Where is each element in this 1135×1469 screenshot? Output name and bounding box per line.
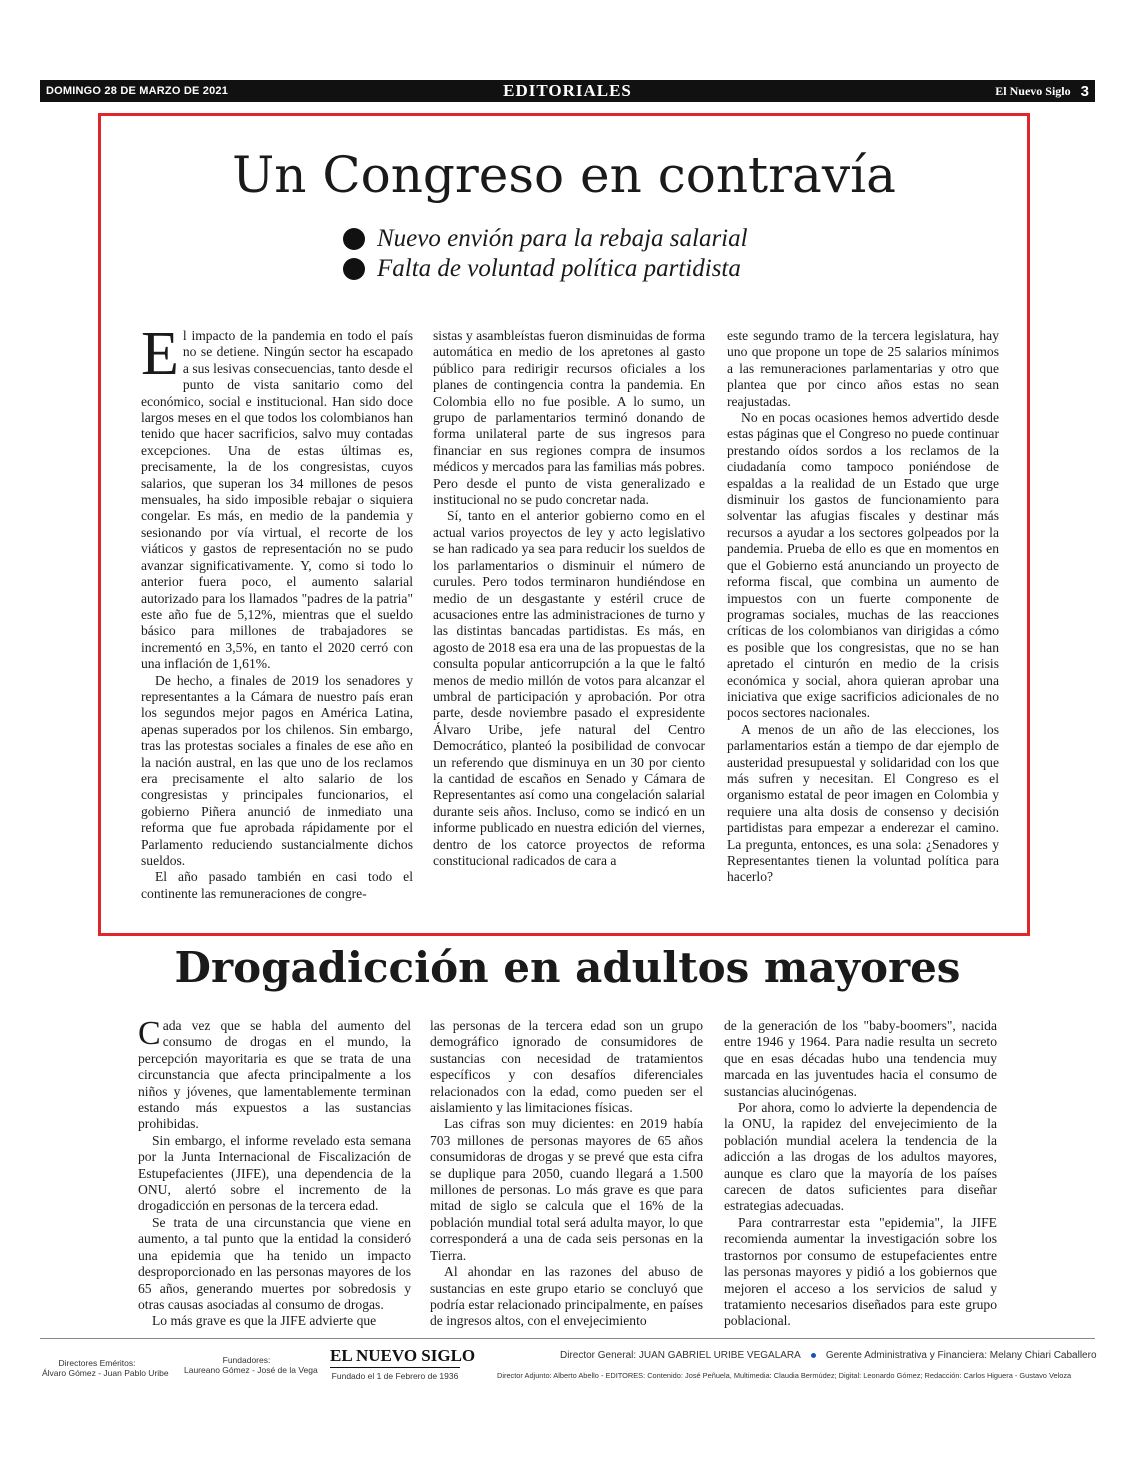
editorial-main-column-1 [141,320,413,902]
editorial-main-title: Un Congreso en contravía [232,146,896,204]
paragraph: De hecho, a finales de 2019 los senadores y representantes a la Cámara de nuestro país eran los segundos mejor pagos en América Latina, apenas superados por los chilenos. Sin embargo, tras las protestas sociales a finales de ese año en la nación austral, en las que uno de los reclamos era precisamente el alto salario de los congresistas y principales funcionarios, el gobierno Piñera anunció de inmediato una reforma que fue aprobada rápidamente por el Parlamento reduciendo sustancialmente dichos sueldos. [141,672,413,868]
paragraph: El año pasado también en casi todo el continente las remuneraciones de congre- [141,869,413,901]
fundadores-label: Fundadores: [222,1355,271,1365]
header-date: DOMINGO 28 DE MARZO DE 2021 [46,85,229,97]
editorial-second-column-2 [430,1018,703,1330]
bullet-icon [343,228,365,250]
page-number: 3 [1080,82,1089,100]
subhead-text: Nuevo envión para la rebaja salarial [377,225,748,252]
header-brand: El Nuevo Siglo [995,83,1071,98]
paragraph: Lo más grave es que la JIFE advierte que [152,1313,377,1329]
header-right [995,83,1089,100]
gerente: Gerente Administrativa y Financiera: Melany Chiari Caballero [825,1350,1097,1361]
masthead-logo: EL NUEVO SIGLO [330,1346,460,1368]
editorial-main-column-2 [433,328,705,869]
editorial-subheads [343,224,748,284]
paragraph: de la generación de los "baby-boomers", nacida entre 1946 y 1964. Para nadie resulta un secreto que en esas décadas hubo una tendencia muy marcada en las juventudes hacia el consumo de sustancias alucinógenas. [724,1018,997,1099]
bullet-icon [343,258,365,280]
editorial-main-frame [98,113,1030,936]
paragraph-text: ada vez que se habla del aumento del consumo de drogas en el mundo, la percepción mayoritaria es que se trata de una circunstancia que afecta principalmente a los niños y jóvenes, que lamentablemente terminan estando más expuestos a las sustancias prohibidas. [138,1018,411,1132]
paragraph: Las cifras son muy dicientes: en 2019 había 703 millones de personas mayores de 65 años consumidoras de drogas y se prevé que esta cifra se duplique para 2050, cuando llegará a 1.500 millones de personas. Lo más grave es que para mitad de siglo se calcula que el 16% de la población mundial total será adulta mayor, lo que corresponderá a una de cada seis personas en la Tierra. [430,1116,703,1263]
editorial-second-column-3 [724,1018,997,1330]
drop-cap: E [141,320,179,388]
subhead-text: Falta de voluntad política partidista [377,255,741,282]
footer-divider [40,1338,1095,1339]
separator-dot-icon [811,1353,816,1358]
editorial-second-title: Drogadicción en adultos mayores [174,943,961,992]
drop-cap: C [138,1015,161,1052]
footer-emeritos [42,1358,169,1378]
paragraph: este segundo tramo de la tercera legislatura, hay uno que propone un tope de 25 salarios mínimos a las remuneraciones parlamentarias y otro que plantea que por cinco años estas no sean reajustadas. [727,328,999,409]
fundadores-names: Laureano Gómez - José de la Vega [184,1365,318,1375]
paragraph: No en pocas ocasiones hemos advertido desde estas páginas que el Congreso no puede continuar prestando oídos sordos a los reclamos de la ciudadanía como tampoco poniéndose de espaldas a la realidad de un Estado que urge disminuir los gastos de funcionamiento para solventar las afugias fiscales y destinar más recursos a ayudar a los sectores golpeados por la pandemia. Prueba de ello es que en momentos en que el Gobierno está anunciando un proyecto de reforma fiscal, que combina un aumento de impuestos con un fuerte componente de programas sociales, muchas de las reacciones críticas de los colombianos van dirigidas a cómo es posible que los congresistas, que no se han apretado el cinturón en medio de la crisis económica y social, ahora quieran aprobar una iniciativa que exige sacrificios adicionales de no pocos sectores nacionales. [727,410,999,721]
founded-date: Fundado el 1 de Febrero de 1936 [331,1371,459,1381]
emeritos-label: Directores Eméritos: [58,1358,136,1368]
footer-masthead [330,1346,476,1381]
editorial-second-column-1 [138,1015,411,1330]
paragraph: A menos de un año de las elecciones, los parlamentarios están a tiempo de dar ejemplo de austeridad presupuestal y solidaridad con los que más sufren y necesitan. El Congreso es el organismo estatal de peor imagen en Colombia y requiere una alta dosis de consenso y decisión partidistas para empezar a enderezar el camino. La pregunta, entonces, es una sola: ¿Senadores y Representantes tienen la voluntad política para hacerlo? [727,721,999,885]
paragraph: Para contrarrestar esta "epidemia", la JIFE recomienda aumentar la investigación sobre los trastornos por consumo de estupefacientes entre las personas mayores y pidió a los gobiernos que mejoren el acceso a los servicios de salud y tratamiento necesarios diseñados para este grupo poblacional. [724,1214,997,1329]
paragraph: Al ahondar en las razones del abuso de sustancias en este grupo etario se concluyó que podría estar relacionado principalmente, en países de ingresos altos, con el envejecimiento [430,1264,703,1329]
header-section-title: EDITORIALES [503,81,632,100]
paragraph: sistas y asambleístas fueron disminuidas de forma automática en medio de los apretones al gasto público para redirigir recursos oficiales a los planes de contingencia contra la pandemia. En Colombia ello no fue posible. A lo sumo, un grupo de parlamentarios terminó donando de forma unilateral parte de sus ingresos para financiar en sus regiones compra de insumos médicos y mercados para las familias más pobres. Pero desde el punto de vista generalizado e institucional no se pudo concretar nada. [433,328,705,508]
paragraph: Sí, tanto en el anterior gobierno como en el actual varios proyectos de ley y acto legislativo se han radicado ya sea para reducir los sueldos de los parlamentarios o disminuir el número de curules. Pero todos terminaron hundiéndose en medio de un desgastante y estéril cruce de acusaciones entre las administraciones de turno y las distintas bancadas partidistas. Es más, en agosto de 2018 esa era una de las propuestas de la consulta popular anticorrupción a la que le faltó menos de medio millón de votos para alcanzar el umbral de participación y aprobación. Por otra parte, desde noviembre pasado el expresidente Álvaro Uribe, jefe natural del Centro Democrático, planteó la posibilidad de convocar un referendo que disminuya en un 30 por ciento la cantidad de escaños en Senado y Cámara de Representantes así como una congelación salarial durante seis años. Incluso, como se indicó en un informe publicado en nuestra edición del viernes, dentro de los catorce proyectos de reforma constitucional radicados de cara a [433,508,705,868]
emeritos-names: Álvaro Gómez - Juan Pablo Uribe [42,1368,169,1378]
paragraph [141,320,413,673]
paragraph: Por ahora, como lo advierte la dependencia de la ONU, la rapidez del envejecimiento de la población mundial acelera la tendencia de la adicción a las drogas de los adultos mayores, aunque es claro que la mayoría de los países carecen de datos suficientes para diseñar estrategias adecuadas. [724,1100,997,1214]
footer-staff-line: Director Adjunto: Alberto Abello - EDITORES: Contenido: José Peñuela, Multimedia: Claudia Bermúdez; Digital: Leonardo Gómez; Redacción: Carlos Higuera - Gustavo Veloza [497,1371,1072,1380]
paragraph: las personas de la tercera edad son un grupo demográfico ignorado de consumidores de sustancias con necesidad de tratamientos específicos y con desafíos diferenciales relacionados con la edad, como pueden ser el aislamiento y las limitaciones físicas. [430,1018,703,1116]
paragraph [138,1015,411,1133]
editorial-main-column-3 [727,328,999,886]
footer-fundadores [184,1355,318,1375]
paragraph: Se trata de una circunstancia que viene en aumento, a tal punto que la entidad la consideró una epidemia que ha tenido un impacto desproporcionado en las personas mayores de los 65 años, generando muertes por sobredosis y otras causas asociadas al consumo de drogas. [138,1214,411,1312]
footer-directors-line [560,1350,1097,1361]
paragraph: Sin embargo, el informe revelado esta semana por la Junta Internacional de Fiscalización de Estupefacientes (JIFE), una dependencia de la ONU, alertó sobre el incremento de la drogadicción en personas de la tercera edad. [138,1132,411,1214]
page-header-bar [40,80,1095,102]
subhead-item [343,254,748,284]
subhead-item [343,224,748,254]
director-general: Director General: JUAN GABRIEL URIBE VEGALARA [560,1350,801,1361]
paragraph-text: l impacto de la pandemia en todo el país no se detiene. Ningún sector ha escapado a sus lesivas consecuencias, tanto desde el punto de vista sanitario como del económico, social e institucional. Han sido doce largos meses en el que todos los colombianos han tenido que hacer sacrificios, salvo muy contadas excepciones. Una de estas últimas es, precisamente, la de los congresistas, cuyos salarios, que superan los 34 millones de pesos mensuales, ha sido imposible rebajar o siquiera congelar. Es más, en medio de la pandemia y sesionando por vía virtual, el recorte de los viáticos y gastos de representación no se pudo avanzar significativamente. Y, como si todo lo anterior fuera poco, el aumento salarial autorizado para los llamados "padres de la patria" este año fue de 5,12%, mientras que el sueldo básico para millones de trabajadores se incrementó en 3,5%, en tanto el 2020 cerró con una inflación de 1,61%. [141,328,413,672]
